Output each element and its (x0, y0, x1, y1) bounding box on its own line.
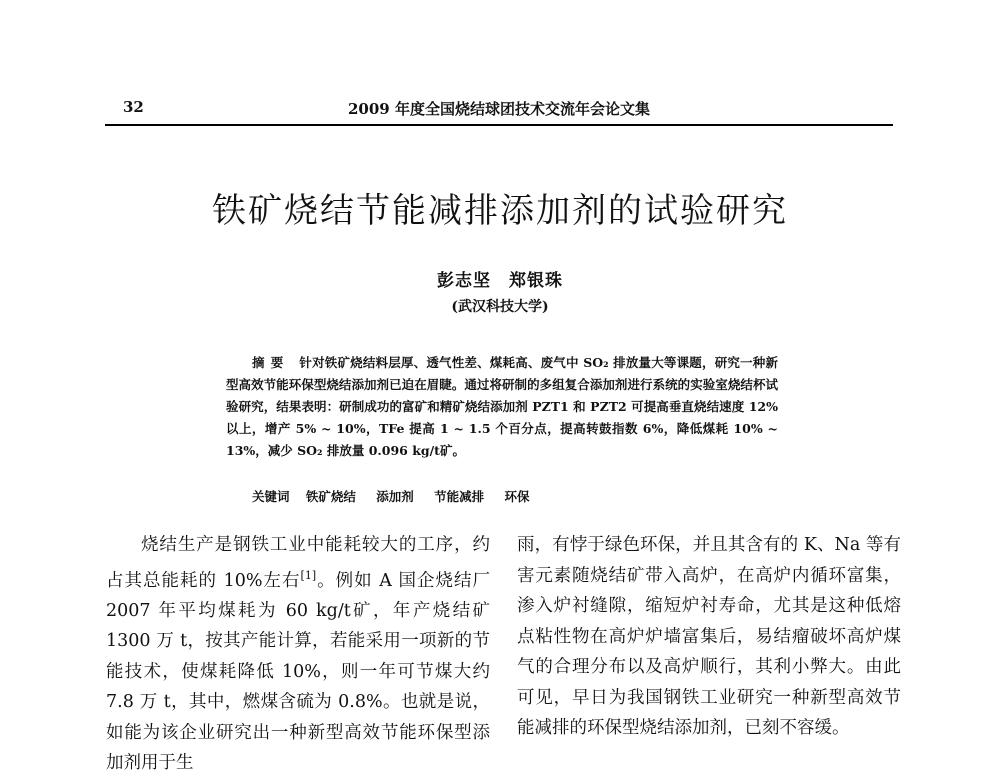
keyword: 铁矿烧结 (305, 489, 356, 504)
keyword: 添加剂 (376, 489, 414, 504)
keywords (252, 487, 546, 505)
body-column-right (517, 530, 901, 744)
abstract-label: 摘要 (252, 355, 290, 370)
keyword: 环保 (504, 489, 530, 504)
affiliation: (武汉科技大学) (451, 299, 549, 315)
body-paragraph: 雨，有悖于绿色环保，并且其含有的 K、Na 等有害元素随烧结矿带入高炉，在高炉内循环富集，渗入炉衬缝隙，缩短炉衬寿命，尤其是这种低熔点粘性物在高炉炉墙富集后，易结瘤破坏高炉煤气的合理分布以及高炉顺行，其利小弊大。由此可见，早日为我国钢铁工业研究一种新型高效节能减排的环保型烧结添加剂，已刻不容缓。 (517, 535, 901, 738)
paper-title: 铁矿烧结节能减排添加剂的试验研究 (212, 191, 788, 231)
body-paragraph: 烧结生产是钢铁工业中能耗较大的工序，约占其总能耗的 10%左右[1]。例如 A 国企烧结厂 2007 年平均煤耗为 60 kg/t矿，年产烧结矿 1300 万 t，按其产能计算，若能采用一项新的节能技术，使煤耗降低 10%，则一年可节煤大约 7.8 万 t，其中，燃煤含硫为 0.8%。也就是说，如能为该企业研究出一种新型高效节能环保型添加剂用于生 (106, 535, 490, 774)
keyword: 节能减排 (434, 489, 485, 504)
page-header (105, 90, 893, 126)
running-title: 2009 年度全国烧结球团技术交流年会论文集 (348, 100, 650, 118)
citation: [1] (300, 568, 317, 582)
abstract-text: 针对铁矿烧结料层厚、透气性差、煤耗高、废气中 SO₂ 排放量大等课题，研究一种新型高效节能环保型烧结添加剂已迫在眉睫。通过将研制的多组复合添加剂进行系统的实验室烧结杯试验研究，结果表明：研制成功的富矿和精矿烧结添加剂 PZT1 和 PZT2 可提高垂直烧结速度 12%以上，增产 5% ~ 10%，TFe 提高 1 ~ 1.5 个百分点，提高转鼓指数 6%，降低煤耗 10% ~ 13%，减少 SO₂ 排放量 0.096 kg/t矿。 (226, 355, 778, 458)
page-number: 32 (123, 98, 144, 116)
abstract (226, 352, 778, 462)
authors: 彭志坚 郑银珠 (437, 271, 563, 291)
body-column-left (106, 530, 490, 779)
keywords-label: 关键词 (252, 489, 290, 504)
